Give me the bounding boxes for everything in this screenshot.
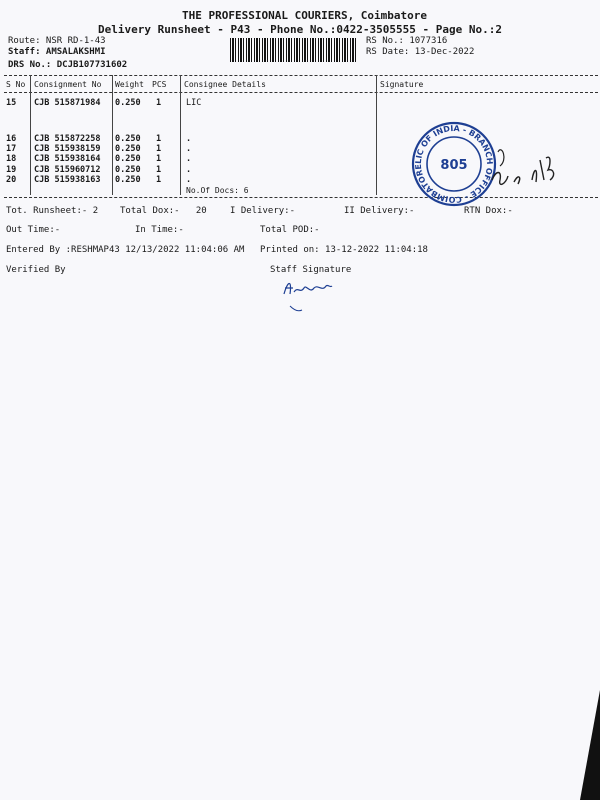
consignee-signature-icon (488, 140, 568, 195)
col-header-consignee: Consignee Details (184, 80, 266, 89)
row-sno: 17 (6, 144, 17, 154)
ii-delivery: II Delivery:- (344, 206, 415, 216)
row-weight: 0.250 (115, 98, 141, 108)
entered-by: Entered By :RESHMAP43 12/13/2022 11:04:06 AM (6, 245, 245, 255)
row-pcs: 1 (156, 98, 162, 108)
row-pcs: 1 (156, 144, 162, 154)
col-header-pcs: PCS (152, 80, 167, 89)
row-consignment: CJB 515938163 (34, 175, 101, 185)
staff-signature-label: Staff Signature (270, 265, 352, 275)
col-header-consignment: Consignment No (34, 80, 102, 89)
col-header-signature: Signature (380, 80, 424, 89)
staff-label: Staff: AMSALAKSHMI (8, 47, 106, 57)
runsheet-subtitle: Delivery Runsheet - P43 - Phone No.:0422-3505555 - Page No.:2 (98, 23, 502, 36)
row-details: . (186, 175, 192, 185)
total-pod: Total POD:- (260, 225, 320, 235)
table-bottom-rule (4, 197, 598, 198)
stamp-number: 805 (440, 158, 468, 173)
total-dox: Total Dox:- 20 (120, 206, 207, 216)
row-pcs: 1 (156, 165, 162, 175)
tot-runsheet: Tot. Runsheet:- 2 (6, 206, 99, 216)
row-pcs: 1 (156, 175, 162, 185)
i-delivery: I Delivery:- (230, 206, 296, 216)
row-pcs: 1 (156, 154, 162, 164)
row-details: . (186, 144, 192, 154)
row-sno: 20 (6, 175, 17, 185)
rs-date: RS Date: 13-Dec-2022 (366, 47, 475, 57)
drs-number: DRS No.: DCJB107731602 (8, 60, 128, 70)
barcode-image (230, 38, 358, 62)
in-time: In Time:- (135, 225, 184, 235)
table-header-rule (4, 92, 598, 93)
row-consignment: CJB 515938164 (34, 154, 101, 164)
scan-edge-shadow (580, 690, 600, 800)
row-consignment: CJB 515871984 (34, 98, 101, 108)
row-weight: 0.250 (115, 154, 141, 164)
staff-signature-icon (280, 276, 340, 316)
row-consignment: CJB 515872258 (34, 134, 101, 144)
col-header-weight: Weight (115, 80, 144, 89)
row-details: LIC (186, 98, 202, 108)
row-details: . (186, 134, 192, 144)
row-weight: 0.250 (115, 134, 141, 144)
table-row (0, 98, 600, 108)
rs-number: RS No.: 1077316 (366, 36, 448, 46)
row-consignment: CJB 515960712 (34, 165, 101, 175)
printed-on: Printed on: 13-12-2022 11:04:18 (260, 245, 428, 255)
table-top-rule (4, 75, 598, 76)
row-weight: 0.250 (115, 144, 141, 154)
stamp-ring-text: LIC OF INDIA - BRANCH OFFICE - COIMBATORE (413, 123, 495, 205)
row-details: . (186, 165, 192, 175)
verified-by: Verified By (6, 265, 66, 275)
row-weight: 0.250 (115, 165, 141, 175)
company-title: THE PROFESSIONAL COURIERS, Coimbatore (182, 9, 428, 22)
rtn-dox: RTN Dox:- (464, 206, 513, 216)
no-of-docs: No.Of Docs: 6 (186, 186, 249, 195)
row-sno: 16 (6, 134, 17, 144)
row-details: . (186, 154, 192, 164)
row-pcs: 1 (156, 134, 162, 144)
route-label: Route: NSR RD-1-43 (8, 36, 106, 46)
row-consignment: CJB 515938159 (34, 144, 101, 154)
row-sno: 15 (6, 98, 17, 108)
row-sno: 18 (6, 154, 17, 164)
row-weight: 0.250 (115, 175, 141, 185)
lic-office-stamp-icon (410, 120, 498, 208)
out-time: Out Time:- (6, 225, 61, 235)
col-header-sno: S No (6, 80, 26, 89)
row-sno: 19 (6, 165, 17, 175)
